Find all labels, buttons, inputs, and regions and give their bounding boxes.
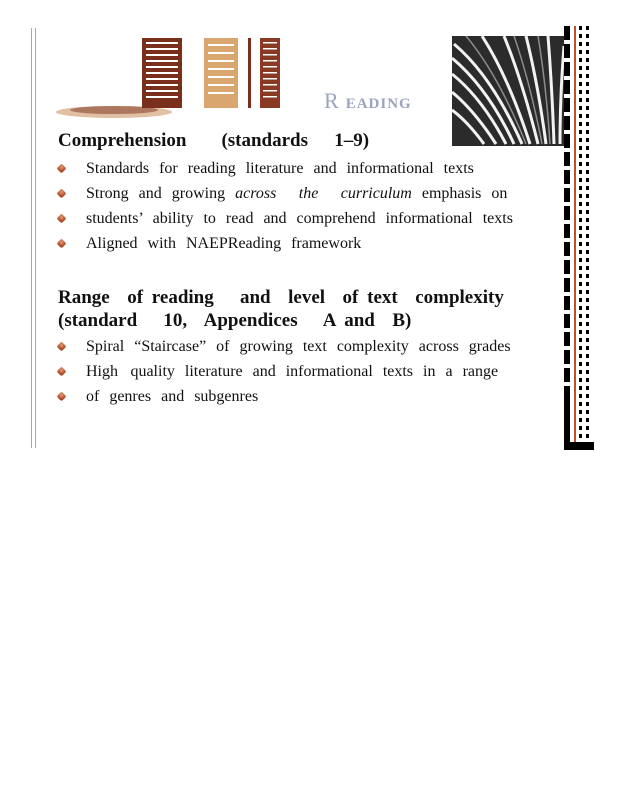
right-decorative-strip bbox=[564, 26, 594, 450]
bullet-icon bbox=[57, 367, 67, 377]
range-bullet-list bbox=[56, 334, 556, 409]
list-item: High quality literature and informational texts in a range bbox=[56, 359, 556, 384]
range-heading-line-2: (standard 10, Appendices A and B) bbox=[58, 310, 412, 331]
list-item: of genres and subgenres bbox=[56, 384, 556, 409]
left-border-rule bbox=[31, 28, 36, 448]
list-item: Aligned with NAEPReading framework bbox=[56, 231, 556, 256]
list-item: students’ ability to read and comprehend informational texts bbox=[56, 206, 556, 231]
list-item: Spiral “Staircase” of growing text complexity across grades bbox=[56, 334, 556, 359]
decorative-logo-graphic bbox=[52, 36, 286, 118]
bullet-icon bbox=[57, 189, 67, 199]
open-book-image bbox=[452, 36, 564, 146]
slide-title: R EADING bbox=[324, 88, 412, 113]
bullet-icon bbox=[57, 239, 67, 249]
comprehension-heading: Comprehension (standards 1–9) bbox=[58, 130, 370, 151]
bullet-icon bbox=[57, 342, 67, 352]
bullet-icon bbox=[57, 392, 67, 402]
list-item: Strong and growing across  the  curriculum emphasis on bbox=[56, 181, 556, 206]
range-heading-line-1: Range of reading and level of text complexity bbox=[58, 287, 504, 308]
list-item: Standards for reading literature and informational texts bbox=[56, 156, 556, 181]
comprehension-bullet-list bbox=[56, 156, 556, 256]
bullet-icon bbox=[57, 214, 67, 224]
bullet-icon bbox=[57, 164, 67, 174]
